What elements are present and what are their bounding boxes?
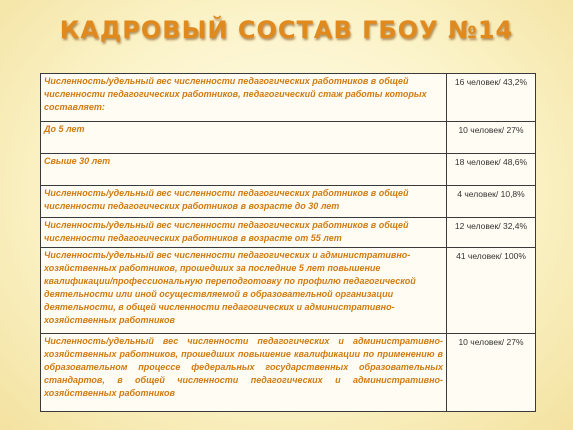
table-row [41, 122, 536, 154]
staff-table-container [40, 73, 535, 412]
row-value: 41 человек/ 100% [447, 248, 536, 334]
row-value: 10 человек/ 27% [447, 334, 536, 412]
staff-table [40, 73, 536, 412]
row-description: Численность/удельный вес численности педагогических работников в общей численности педагогических работников в возрасте от 55 лет [41, 218, 447, 248]
row-value: 18 человек/ 48,6% [447, 154, 536, 186]
row-value: 10 человек/ 27% [447, 122, 536, 154]
table-row [41, 248, 536, 334]
row-value: 12 человек/ 32,4% [447, 218, 536, 248]
table-row [41, 218, 536, 248]
row-description: Численность/удельный вес численности педагогических работников в общей численности педагогических работников, педагогический стаж работы которых составляет: [41, 74, 447, 122]
row-description: Численность/удельный вес численности педагогических и административно-хозяйственных работников, прошедших за последние 5 лет повышение квалификации/профессиональную переподготовку по профилю педагогической деятельности или иной осуществляемой в образовательной организации деятельности, в общей численности педагогических и административно-хозяйственных работников [41, 248, 447, 334]
slide-title: КАДРОВЫЙ СОСТАВ ГБОУ №14 [59, 16, 514, 44]
row-value: 4 человек/ 10,8% [447, 186, 536, 218]
table-row [41, 74, 536, 122]
table-row [41, 334, 536, 412]
row-description: Численность/удельный вес численности педагогических работников в общей численности педагогических работников в возрасте до 30 лет [41, 186, 447, 218]
row-description: Численность/удельный вес численности педагогических и административно-хозяйственных работников, прошедших повышение квалификации по применению в образовательном процессе федеральных государственных образовательных стандартов, в общей численности педагогических и административно-хозяйственных работников [41, 334, 447, 412]
row-description: До 5 лет [41, 122, 447, 154]
table-row [41, 186, 536, 218]
row-description: Свыше 30 лет [41, 154, 447, 186]
table-row [41, 154, 536, 186]
row-value: 16 человек/ 43,2% [447, 74, 536, 122]
